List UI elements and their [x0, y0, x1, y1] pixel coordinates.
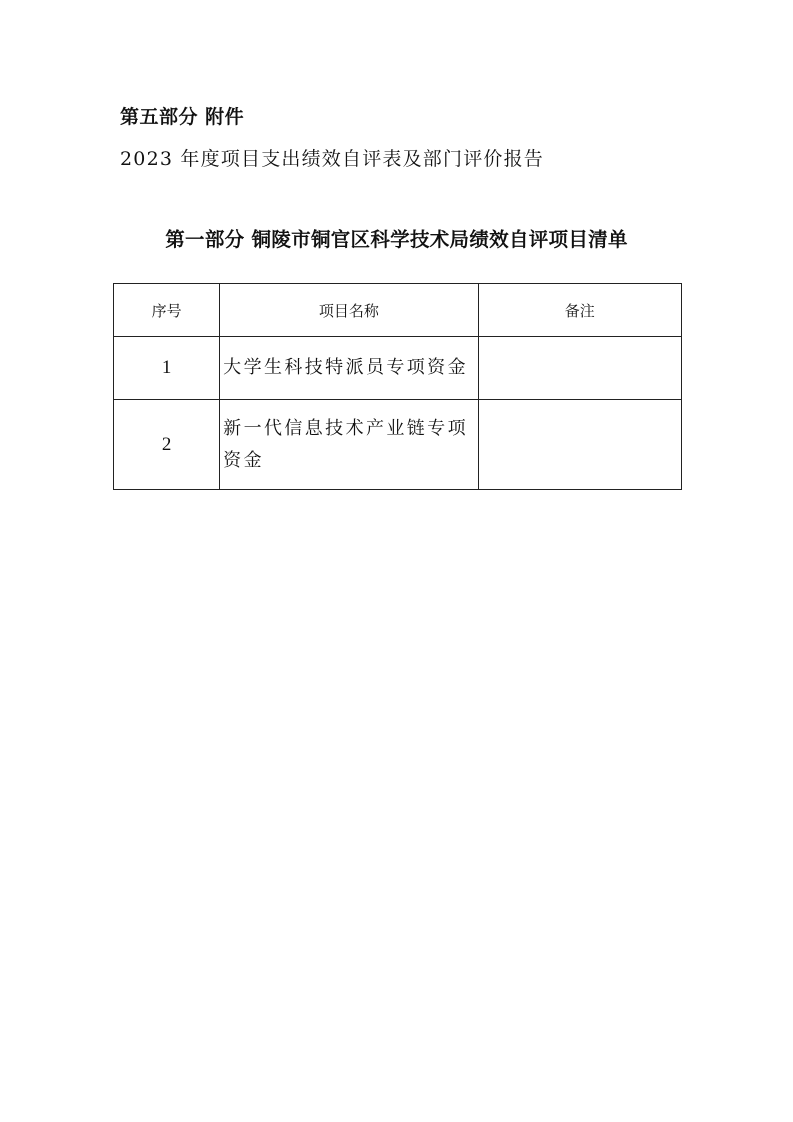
- report-subheading: 2023 年度项目支出绩效自评表及部门评价报告: [120, 148, 544, 170]
- header-project-name: 项目名称: [220, 284, 478, 337]
- project-list-title: 第一部分 铜陵市铜官区科学技术局绩效自评项目清单: [165, 228, 628, 251]
- part-heading: 第五部分 附件: [120, 106, 245, 128]
- header-seq: 序号: [114, 284, 220, 337]
- header-note: 备注: [478, 284, 681, 337]
- row-note: [478, 400, 681, 490]
- row-seq: 2: [114, 400, 220, 490]
- table-header-row: [114, 284, 682, 337]
- project-list-table: [113, 283, 682, 490]
- row-project-name: 大学生科技特派员专项资金: [220, 337, 478, 400]
- table-row: [114, 400, 682, 490]
- row-seq: 1: [114, 337, 220, 400]
- row-note: [478, 337, 681, 400]
- table-row: [114, 337, 682, 400]
- row-project-name: 新一代信息技术产业链专项资金: [220, 400, 478, 490]
